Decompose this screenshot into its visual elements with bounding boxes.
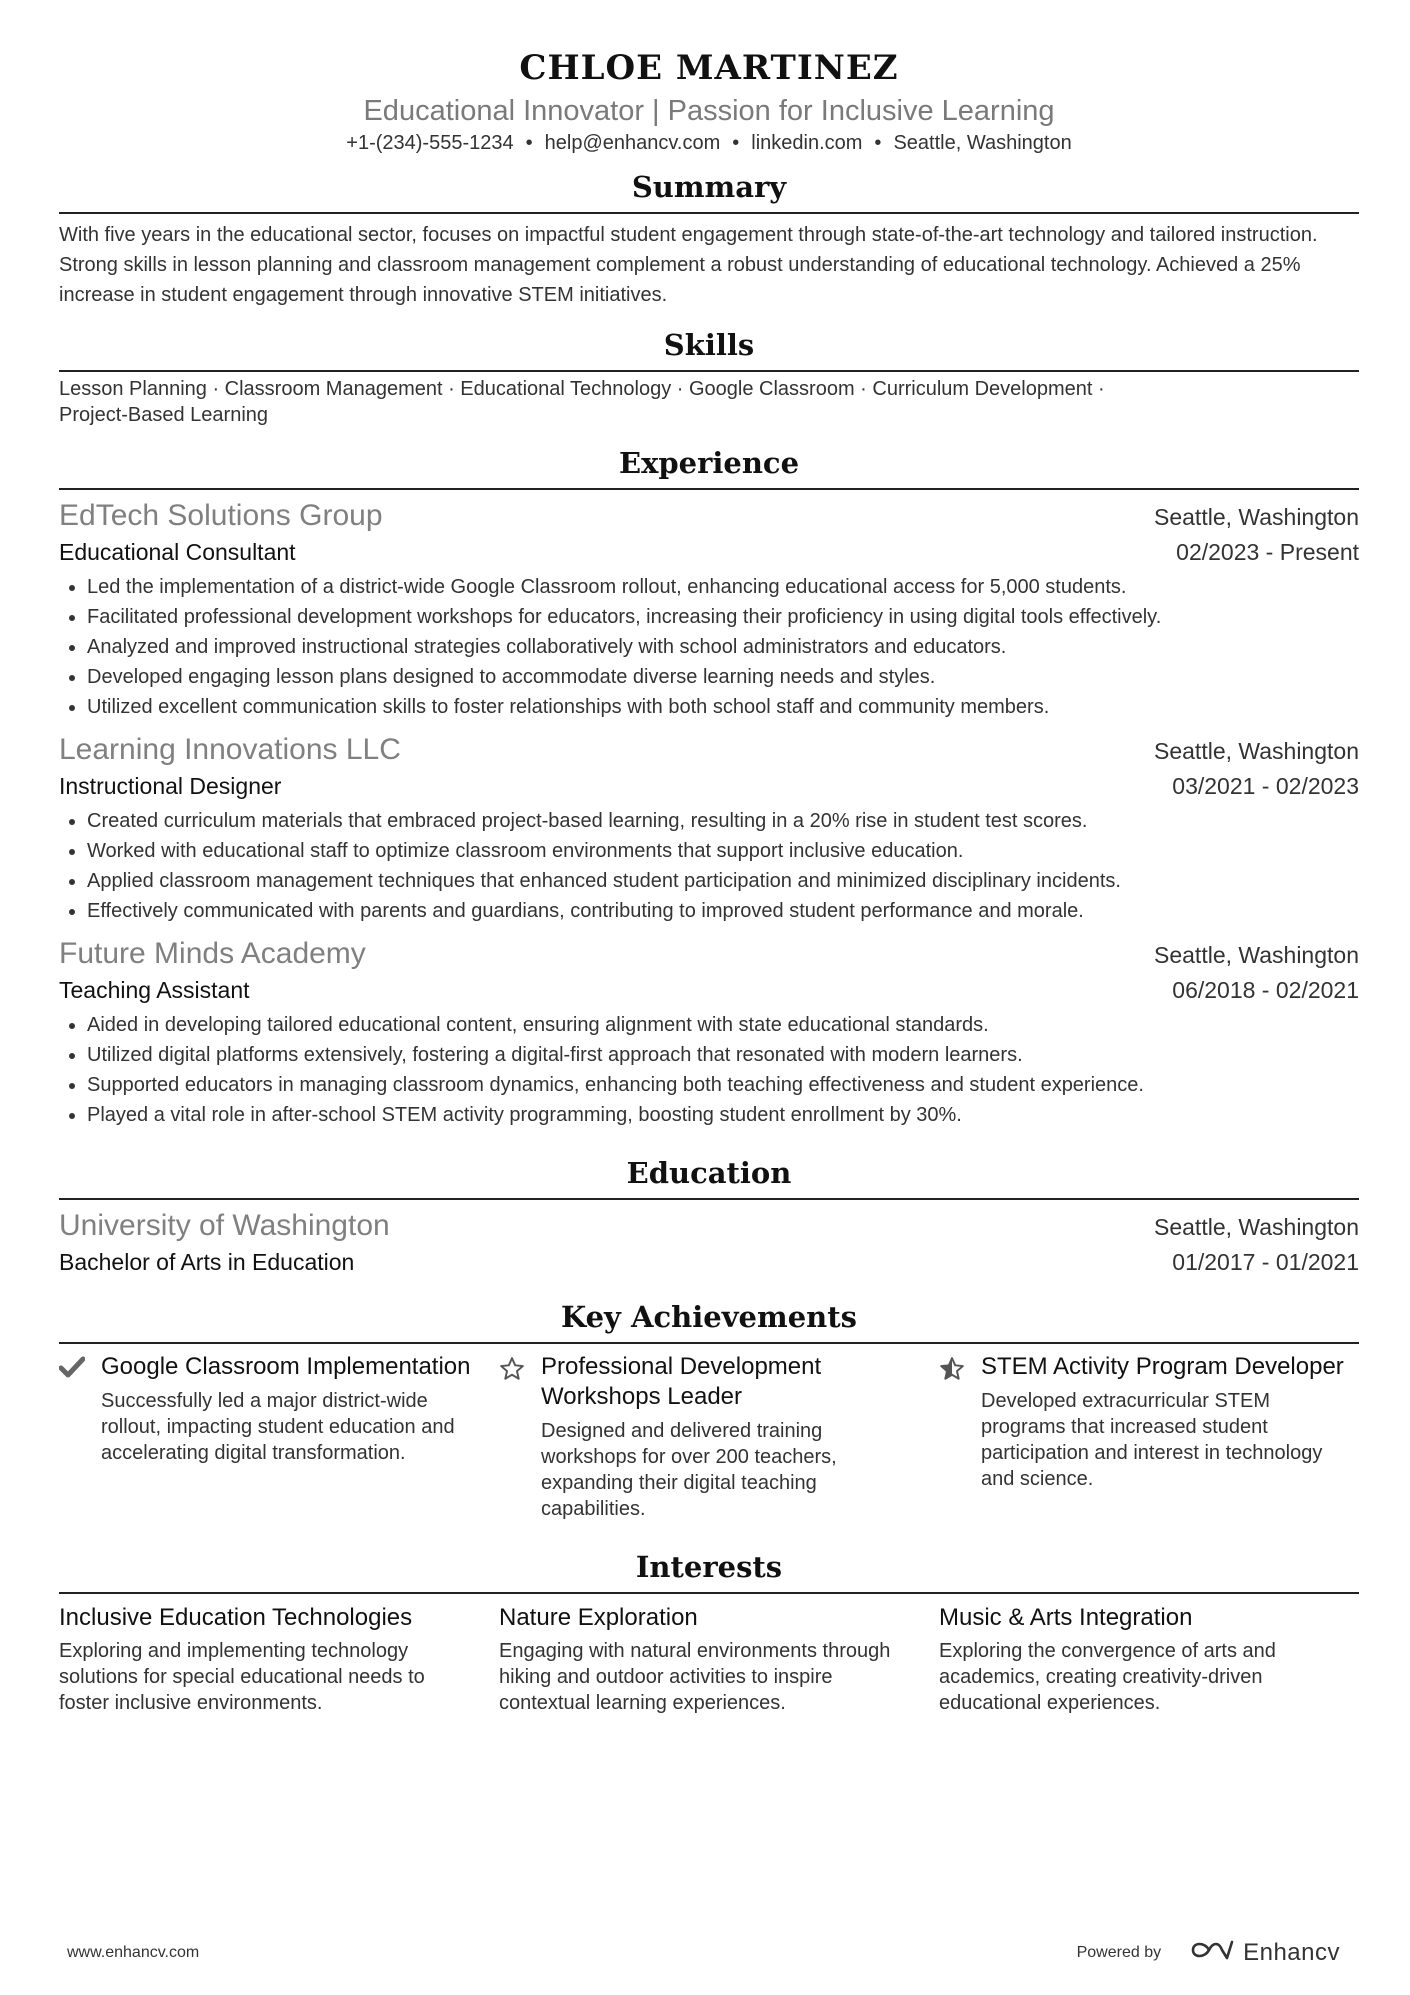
interest-title: Inclusive Education Technologies bbox=[59, 1604, 413, 1631]
interest-title: Nature Exploration bbox=[499, 1604, 698, 1631]
experience-entry bbox=[59, 496, 1359, 722]
skills-list bbox=[59, 376, 1359, 428]
school-name: University of Washington bbox=[59, 1209, 390, 1242]
summary-section bbox=[59, 168, 1359, 310]
bullet-item: • Developed engaging lesson plans designed to accommodate diverse learning needs and styles. bbox=[87, 662, 1359, 692]
achievements-section bbox=[59, 1298, 1359, 1522]
separator-dot: • bbox=[732, 132, 740, 154]
experience-entry bbox=[59, 934, 1359, 1130]
section-title-experience: Experience bbox=[59, 444, 1359, 490]
education-dates: 01/2017 - 01/2021 bbox=[1172, 1249, 1359, 1275]
star-half-icon bbox=[939, 1352, 981, 1522]
enhancv-logo-icon bbox=[1189, 1938, 1235, 1967]
bullet-item: • Supported educators in managing classroom dynamics, enhancing both teaching effectiveness and student experience. bbox=[87, 1070, 1359, 1100]
experience-section bbox=[59, 444, 1359, 1130]
interest-description: Exploring and implementing technology solutions for special educational needs to foster inclusive environments. bbox=[59, 1640, 425, 1714]
skills-line: Project-Based Learning bbox=[59, 404, 269, 426]
contact-line bbox=[59, 130, 1359, 156]
candidate-tagline: Educational Innovator | Passion for Inclusive Learning bbox=[363, 95, 1055, 127]
education-entry bbox=[59, 1206, 1359, 1278]
company-name: Future Minds Academy bbox=[59, 937, 366, 970]
achievement-item bbox=[59, 1352, 479, 1522]
resume-header bbox=[59, 46, 1359, 156]
bullet-item: • Analyzed and improved instructional strategies collaboratively with school administrators and educators. bbox=[87, 632, 1359, 662]
job-bullets bbox=[59, 1010, 1359, 1130]
experience-entry bbox=[59, 730, 1359, 926]
school-location: Seattle, Washington bbox=[1154, 1214, 1359, 1240]
interest-item bbox=[499, 1602, 919, 1716]
interests-section bbox=[59, 1548, 1359, 1716]
interest-title: Music & Arts Integration bbox=[939, 1604, 1193, 1631]
interest-item bbox=[939, 1602, 1359, 1716]
section-title-achievements: Key Achievements bbox=[59, 1298, 1359, 1344]
bullet-item: • Utilized digital platforms extensively, fostering a digital-first approach that resonated with modern learners. bbox=[87, 1040, 1359, 1070]
bullet-item: • Worked with educational staff to optimize classroom environments that support inclusive education. bbox=[87, 836, 1359, 866]
bullet-item: • Effectively communicated with parents and guardians, contributing to improved student performance and morale. bbox=[87, 896, 1359, 926]
bullet-item: • Utilized excellent communication skills to foster relationships with both school staff and community members. bbox=[87, 692, 1359, 722]
job-dates: 06/2018 - 02/2021 bbox=[1172, 977, 1359, 1003]
job-bullets bbox=[59, 806, 1359, 926]
bullet-item: • Led the implementation of a district-wide Google Classroom rollout, enhancing educational access for 5,000 students. bbox=[87, 572, 1359, 602]
footer-branding bbox=[1077, 1938, 1340, 1967]
footer-url[interactable]: www.enhancv.com bbox=[67, 1943, 200, 1961]
education-section bbox=[59, 1154, 1359, 1278]
page-footer bbox=[67, 1938, 1340, 1967]
achievement-item bbox=[939, 1352, 1359, 1522]
achievement-title: STEM Activity Program Developer bbox=[981, 1353, 1344, 1380]
achievement-description: Developed extracurricular STEM programs that increased student participation and interest in technology and science. bbox=[981, 1390, 1323, 1490]
achievement-title: Google Classroom Implementation bbox=[101, 1353, 471, 1380]
separator-dot: • bbox=[525, 132, 533, 154]
degree-name: Bachelor of Arts in Education bbox=[59, 1249, 355, 1275]
section-title-skills: Skills bbox=[59, 326, 1359, 372]
section-title-interests: Interests bbox=[59, 1548, 1359, 1594]
resume-page bbox=[59, 46, 1359, 1716]
summary-text: With five years in the educational sector, focuses on impactful student engagement through state-of-the-art technology and tailored instruction. Strong skills in lesson planning and classroom management complement a robust understanding of educational technology. Achieved a 25% increase in student engagement through innovative STEM initiatives. bbox=[59, 224, 1318, 306]
job-location: Seattle, Washington bbox=[1154, 738, 1359, 764]
contact-phone: +1-(234)-555-1234 bbox=[346, 132, 514, 154]
job-role: Instructional Designer bbox=[59, 773, 282, 799]
bullet-item: • Aided in developing tailored educational content, ensuring alignment with state educational standards. bbox=[87, 1010, 1359, 1040]
separator-dot: • bbox=[874, 132, 882, 154]
job-location: Seattle, Washington bbox=[1154, 504, 1359, 530]
achievement-description: Successfully led a major district-wide rollout, impacting student education and accelerating digital transformation. bbox=[101, 1390, 455, 1464]
job-dates: 02/2023 - Present bbox=[1176, 539, 1359, 565]
interest-description: Exploring the convergence of arts and academics, creating creativity-driven educational experiences. bbox=[939, 1640, 1276, 1714]
job-role: Teaching Assistant bbox=[59, 977, 250, 1003]
achievement-title: Professional Development Workshops Leader bbox=[541, 1353, 822, 1410]
contact-email[interactable]: help@enhancv.com bbox=[544, 132, 721, 154]
job-bullets bbox=[59, 572, 1359, 722]
job-role: Educational Consultant bbox=[59, 539, 296, 565]
job-dates: 03/2021 - 02/2023 bbox=[1172, 773, 1359, 799]
contact-linkedin[interactable]: linkedin.com bbox=[751, 132, 863, 154]
section-title-summary: Summary bbox=[59, 168, 1359, 214]
skills-section bbox=[59, 326, 1359, 428]
checkmark-icon bbox=[59, 1352, 101, 1522]
powered-by-label: Powered by bbox=[1076, 1943, 1162, 1961]
achievement-item bbox=[499, 1352, 919, 1522]
bullet-item: • Applied classroom management techniques that enhanced student participation and minimized disciplinary incidents. bbox=[87, 866, 1359, 896]
section-title-education: Education bbox=[59, 1154, 1359, 1200]
skills-line: Lesson Planning · Classroom Management · Educational Technology · Google Classroom · Curriculum Development · bbox=[59, 378, 1105, 400]
interest-item bbox=[59, 1602, 479, 1716]
star-outline-icon bbox=[499, 1352, 541, 1522]
bullet-item: • Played a vital role in after-school STEM activity programming, boosting student enrollment by 30%. bbox=[87, 1100, 1359, 1130]
interest-description: Engaging with natural environments through hiking and outdoor activities to inspire contextual learning experiences. bbox=[499, 1640, 891, 1714]
bullet-item: • Created curriculum materials that embraced project-based learning, resulting in a 20% rise in student test scores. bbox=[87, 806, 1359, 836]
bullet-item: • Facilitated professional development workshops for educators, increasing their proficiency in using digital tools effectively. bbox=[87, 602, 1359, 632]
company-name: Learning Innovations LLC bbox=[59, 733, 401, 766]
achievement-description: Designed and delivered training workshops for over 200 teachers, expanding their digital teaching capabilities. bbox=[541, 1420, 837, 1520]
brand-name: Enhancv bbox=[1243, 1938, 1340, 1966]
job-location: Seattle, Washington bbox=[1154, 942, 1359, 968]
candidate-name: CHLOE MARTINEZ bbox=[519, 48, 899, 88]
contact-location: Seattle, Washington bbox=[893, 132, 1072, 154]
company-name: EdTech Solutions Group bbox=[59, 499, 383, 532]
